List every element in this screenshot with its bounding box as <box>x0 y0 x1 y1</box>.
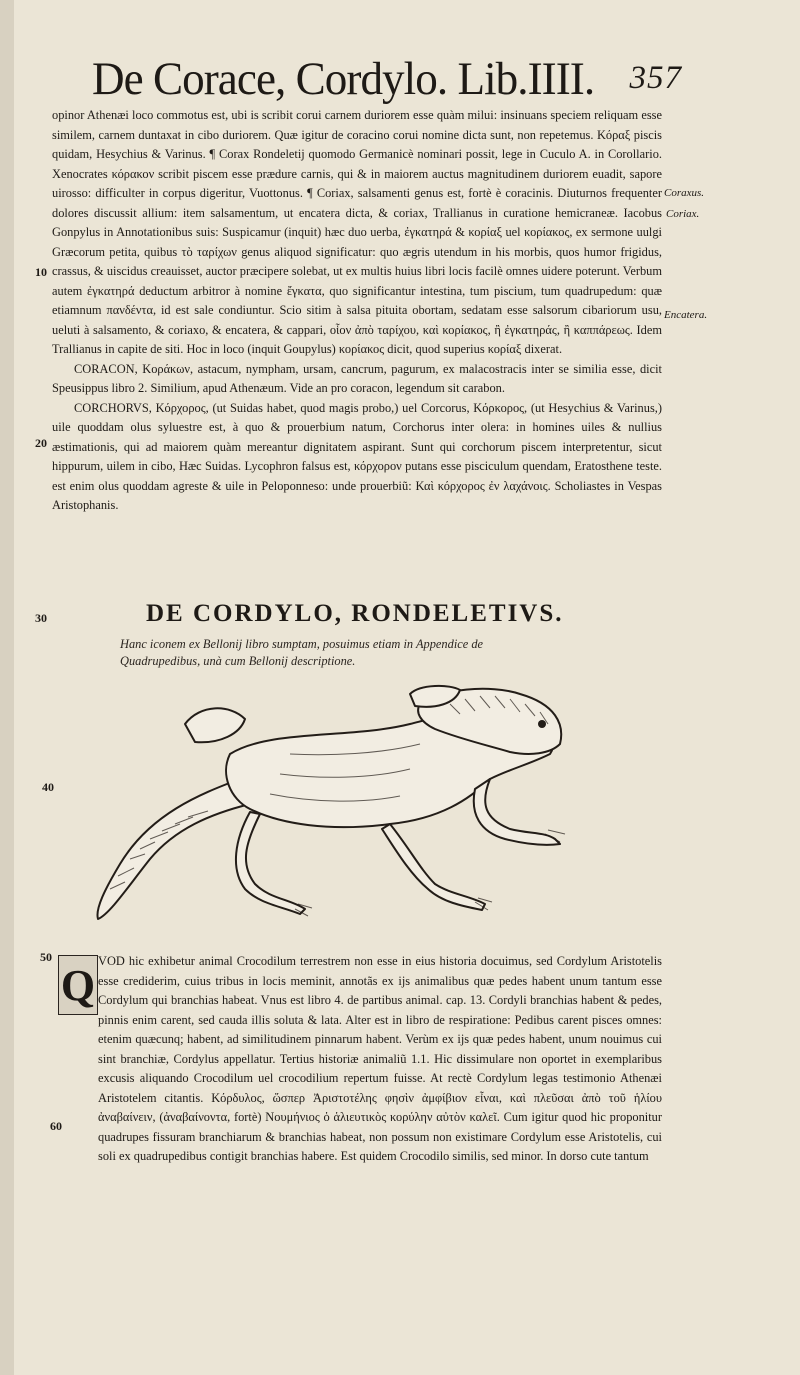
line-number-60: 60 <box>50 1119 62 1133</box>
line-number-30: 30 <box>35 611 47 625</box>
margin-note-coraxus: Coraxus. <box>664 187 705 199</box>
line-number-10: 10 <box>35 265 47 279</box>
page-gutter <box>0 0 14 1375</box>
drop-cap-letter: Q <box>60 960 96 1010</box>
figure-caption: Hanc iconem ex Bellonij libro sumptam, posuimus etiam in Appendice de Quadrupedibus, unà cum Bellonij descriptione. <box>120 637 484 668</box>
paragraph-corax: opinor Athenæi loco commotus est, ubi is scribit corui carnem duriorem esse quàm milui: insinuans speciem reliquam esse similem, carnem duntaxat in cibo duriorem. Quæ igitur de coracino corui nomine dicta sunt, non repetemus. Κόραξ piscis quidam, Hesychius & Varinus. ¶ Corax Rondeletij quomodo Germanicè nominari possit, lege in Cuculo A. in Corollario. Xenocrates κόρακον scribit piscem esse prædure carnis, qui & in maiorem auctus magnitudinem duriorem euadit, sapore uirosso: difficulter in corpus digeritur, Vuottonus. ¶ Coriax, salsamenti genus est, fortè è coracinis. Diuturnos frequenter dolores discussit allium: item salsamentum, ut encatera dicta, & coriax, Trallianus in curatione hemicraneæ. Iacobus Gonpylus in Annotationibus suis: Suspicamur (inquit) hæc duo uerba, ἐγκατηρά & κορίαξ uel κορίακος, ex sermone uulgi Græcorum petita, quibus τὸ ταρίχων genus aliquod significatur: quo ægris utendum in his morbis, quos humor frigidus, crassus, & uiscidus creauisset, auctor præcipere solebat, ut ex multis huius libri locis facilè omnes uidere poterunt. Verbum autem ἐγκατηρά deductum arbitror à nomine ἔγκατα, quo significantur intestina, tum piscium, tum quadrupedum: quæ etiamnum πανδέντα, id est sale condiuntur. Scio sitim à salsa pituita obortam, sedatam esse salsorum cibariorum usu, ueluti à salsamento, & coriaxo, & encatera, & cappari, οἷον ἀπὸ ταρίχου, καὶ κορίακος, ἢ ἐγκατηράς, ἢ καππάρεως. Idem Trallianus in capite de siti. Hoc in loco (inquit Goupylus) κορίακος dicit, quod superius κορίαξ dixerat. <box>52 108 662 356</box>
lizard-icon <box>90 684 570 934</box>
line-number-20: 20 <box>35 436 47 450</box>
lizard-woodcut-illustration <box>90 684 570 934</box>
paragraph-corchorus: CORCHORVS, Κόρχορος, (ut Suidas habet, quod magis probo,) uel Corcorus, Κόρκορος, (ut Hesychius & Varinus,) uile quoddam olus syluestre est, à quo & prouerbium natum, Corchorus inter olera: in homines uiles & nullius æstimationis, qui ad maiorem quàm mereantur dignitatem aspirant. Sunt qui corchorum piscem interpretentur, sicut hippurum, uilem in cibo, Hæc Suidas. Lycophron falsus est, κόρχορον putans esse pisciculum quendam, Eratosthene teste. est enim olus quoddam agreste & uile in Peloponneso: unde prouerbiũ: Καὶ κόρχορος ἐν λαχάνοις. Scholiastes in Vespas Aristophanis. <box>52 400 662 512</box>
margin-note-encatera: Encatera. <box>664 309 708 321</box>
lower-text-block <box>52 952 662 1167</box>
margin-note-coriax: Coriax. <box>666 208 700 220</box>
paragraph-coracon: CORACON, Κοράκων, astacum, nympham, ursam, cancrum, pagurum, ex malacostracis inter se similia esse, dicit Speusippus libro 2. Similium, apud Athenæum. Vide an pro coracon, legendum sit carabon. <box>52 361 662 395</box>
page-number: 357 <box>629 60 682 96</box>
section-heading: DE CORDYLO, RONDELETIVS. <box>146 600 564 627</box>
paragraph-cordylus: VOD hic exhibetur animal Crocodilum terrestrem non esse in eius historia docuimus, sed Cordylum Aristotelis esse crediderim, cuius tribus in locis meminit, annotãs ex ijs animalibus quæ pedes habent unum tantum esse Cordylum qui branchias habeat. Vnus est libro 4. de partibus animal. cap. 13. Cordyli branchias habent & pedes, pinnis enim carent, sed cauda illis soluta & lata. Alter est in libro de respiratione: Pedibus carent pisces omnes: etenim quæcunq; habent, ad similitudinem pinnarum habent. Verùm ex ijs quæ pedes habent, unum nouimus cui sint branchiæ, Cordylus appellatur. Tertius historiæ animaliũ 1.1. Hic dissimulare non oportet in exemplaribus excusis aliquando Crocodilum uel crocodilium repertum fuisse. At rectè Cordylum legas testimonio Athenæi Aristotelem citantis. Κόρδυλος, ὥσπερ Ἀριστοτέλης φησὶν ἀμφίβιον εἶναι, καὶ πλεῦσαι ἀπὸ τοῦ ἡλίου ἀναβαίνειν, (ἀναβαίνοντα, fortè) Νουμήνιος ὁ ἁλιευτικὸς κορύλην αὐτὸν καλεῖ. Cum igitur quod hic proponitur quadrupes fissuram branchiarum & branchias habeat, non possum non existimare Cordylum esse Aristotelis, cui soli ex quadrupedibus contigit branchias habere. Est quidem Crocodilo similis, sed minor. In dorso cute tantum <box>98 954 662 1163</box>
running-header <box>92 52 682 112</box>
upper-text-block <box>52 106 662 516</box>
running-title: De Corace, Cordylo. Lib.IIII. <box>92 53 595 105</box>
line-number-40: 40 <box>42 780 54 794</box>
line-number-50: 50 <box>40 950 52 964</box>
